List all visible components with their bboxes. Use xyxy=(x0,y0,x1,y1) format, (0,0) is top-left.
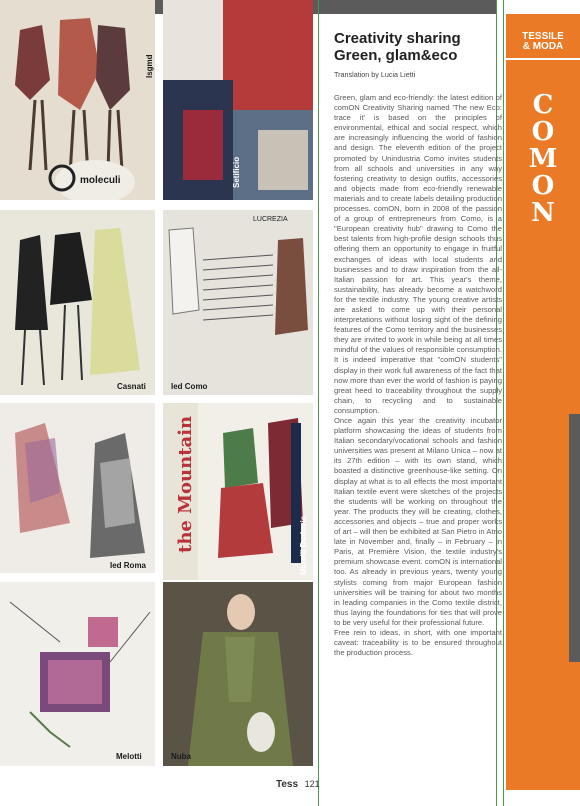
photo-setificio xyxy=(163,0,313,200)
logo-letter: C xyxy=(532,90,554,120)
section-tab xyxy=(506,14,580,790)
section-label-line: & MODA xyxy=(522,41,564,52)
photo-caption: Isgmd xyxy=(145,54,154,78)
jewelry-sketch xyxy=(0,582,155,766)
logo-letter: O xyxy=(531,171,555,201)
runway-model xyxy=(163,582,313,766)
page-number: 121 xyxy=(304,779,320,789)
photo-nuba xyxy=(163,582,313,766)
section-label xyxy=(510,32,576,52)
article-paragraph: Free rein to ideas, in short, with one important caveat: traceability is to be ensured throughout the production process. xyxy=(334,627,502,658)
photo-caption: Ied Roma xyxy=(110,561,147,570)
title-line: Creativity sharing xyxy=(334,30,461,47)
gown-sketches xyxy=(0,403,155,573)
notebook-sketch xyxy=(163,210,313,395)
side-grey-bar xyxy=(569,414,580,662)
photo-caption: Melotti xyxy=(116,752,142,761)
logo-letter: N xyxy=(531,198,555,228)
article xyxy=(334,30,502,658)
photo-melotti xyxy=(0,582,155,766)
logo-letter: M xyxy=(528,144,558,174)
photo-caption: Ied Como xyxy=(171,382,208,391)
vertical-logo xyxy=(506,92,580,227)
article-paragraph: Once again this year the creativity incubator platform showcasing the ideas of students from Italian secondary/vocational schools and fashion universities was present at Milano Unica – now at its 27th edition – with its own stand, which boasted a distinctive greenhouse-like setting. On display at what is to all effects the most important Italian textile event were sketches of the projects the students will be working on throughout the year. The products they will be creating, clothes, accessories and objects – true and proper works of art – will then be exhibited at San Pietro in Atrio late in November and, finally – in February – in Paris, at Première Vision, the textile industry's premium showcase event. comON is international too. As already in previous years, twenty young stylists coming from major European fashion universities will be training for about two months in leading companies in the Como textile district, thus laying the foundations for ties that will prove to be very useful for their professional future. xyxy=(334,416,502,627)
photo-ied-roma xyxy=(0,403,155,573)
sketch-text: moleculi xyxy=(80,175,121,186)
sketch-text: LUCREZIA xyxy=(253,216,288,223)
photo-marelli-dudovic xyxy=(163,403,313,580)
photo-caption: Casnati xyxy=(117,382,146,391)
fashion-sketch-figures xyxy=(0,0,155,200)
logo-letter: O xyxy=(531,117,555,147)
article-title xyxy=(334,30,502,64)
divider-line xyxy=(318,0,319,806)
photo-caption: Setificio xyxy=(232,156,241,188)
photo-caption: Nuba xyxy=(171,752,191,761)
sketch-text: the Mountain xyxy=(175,415,196,553)
article-paragraph: Green, glam and eco-friendly: the latest edition of comON Creativity Sharing named 'The new Eco: trace it' is based on the principles of environmental, ethical and social respect, which are increasingly influencing the world of fashion and design. The eleventh edition of the project promoted by Unindustria Como invites students from all schools and universities in any way fostering creativity to design outfits, accessories and objects made from eco-friendly renewable materials and to create labels detailing production processes. comON, born in 2008 of the passion of a group of entrepreneurs from Como, is a "European creativity hub" drawing to Como the best talents from high-profile design schools thus offering them an opportunity to engage in fruitful exchanges of ideas with local students and businesses and to draw inspiration from the all-Italian passion for art. This year's theme, sustainability, has already become a watchword for the textile industry. The young creative artists are asked to come up with their personal interpretations without losing sight of the defining features of the Como territory and the businesses they are invited to work in while being at all times mindful of the values of responsible consumption. It is indeed imperative that "comON students" display in their work full awareness of the fact that now more than ever the world of fashion is paying great heed to traceability throughout the supply chain, to recycling and to sustainable consumption. xyxy=(334,93,502,415)
photo-ied-como xyxy=(163,210,313,395)
dress-sketches xyxy=(0,210,155,395)
section-label-line: TESSILE xyxy=(522,31,564,42)
translation-credit: Translation by Lucia Lietti xyxy=(334,70,416,79)
photo-isgmd xyxy=(0,0,155,200)
photo-casnati xyxy=(0,210,155,395)
magazine-name: Tess xyxy=(276,779,299,790)
divider-line xyxy=(503,0,504,806)
page-footer xyxy=(276,779,320,790)
title-line: Green, glam&eco xyxy=(334,47,458,64)
photo-caption: Marelli Dudovic xyxy=(299,515,308,575)
section-rule xyxy=(506,58,580,60)
